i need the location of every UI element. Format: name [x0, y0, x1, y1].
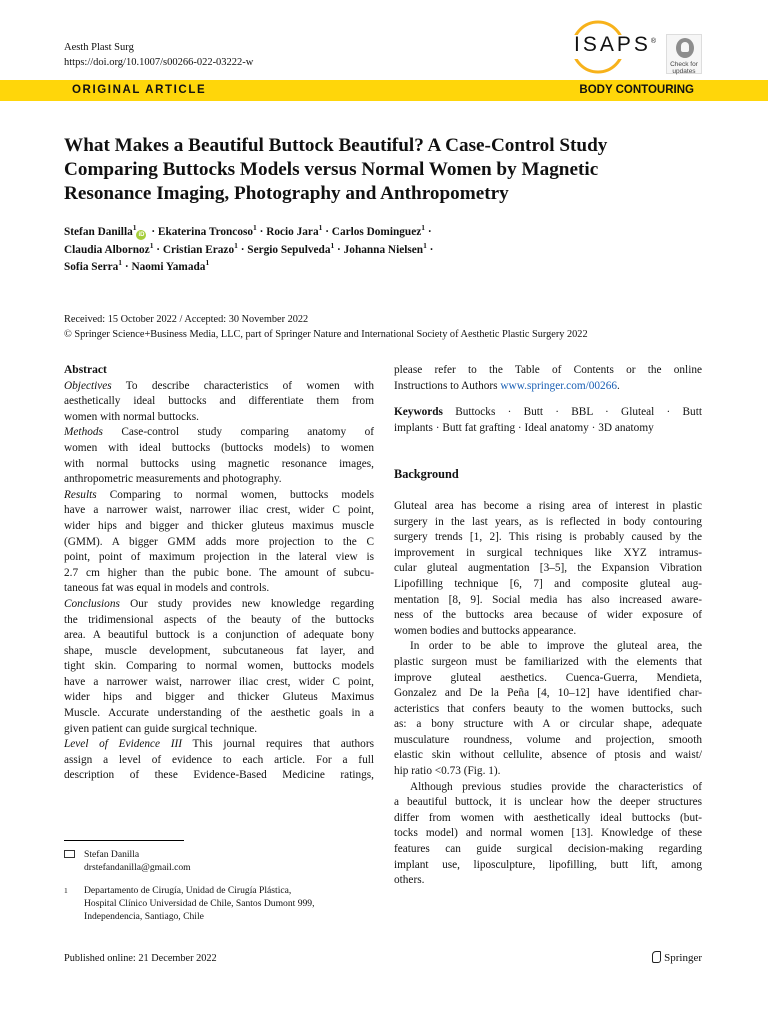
body-line: improve gluteal aesthetics. Cuenca-Guerra, Mendieta, — [394, 671, 702, 684]
body-line: ness of the buttocks area because of wider exposure of — [394, 609, 702, 622]
title-line: What Makes a Beautiful Buttock Beautiful? A Case-Control Study — [64, 135, 608, 156]
author-name[interactable]: Naomi Yamada — [131, 261, 206, 273]
abstract-line: Muscle. Accurate understanding of the aesthetic goals in a — [64, 707, 374, 720]
abstract-line: women with ideal buttocks (buttocks models) to women — [64, 441, 374, 454]
doi-link[interactable]: https://doi.org/10.1007/s00266-022-03222-w — [64, 57, 254, 68]
check-updates-line-2: updates — [672, 68, 696, 75]
received-accepted: Received: 15 October 2022 / Accepted: 30 November 2022 — [64, 314, 309, 325]
author-list — [64, 224, 704, 277]
abstract-line: aesthetically ideal buttocks and differentiate them from — [64, 395, 374, 408]
body-line: cular gluteal augmentation [3–5], the Expansion Vibration — [394, 562, 702, 575]
abstract-line: tight skin. Comparing to normal women, buttocks models — [64, 660, 374, 673]
body-line: women bodies and buttocks appearance. — [394, 624, 577, 637]
article-title — [64, 134, 704, 206]
article-type: ORIGINAL ARTICLE — [72, 84, 207, 96]
body-line: Gonzalez and De la Peña [4, 10–12] have identified char- — [394, 687, 702, 700]
author-name[interactable]: Johanna Nielsen — [343, 243, 424, 256]
journal-name: Aesth Plast Surg — [64, 42, 134, 53]
abstract-line: Conclusions Our study provides new knowledge regarding — [64, 597, 374, 610]
body-line: elastic skin without cellulite, absence of ptosis and waist/ — [394, 749, 702, 762]
body-line: a beautiful buttock, it is unclear how the deeper structures — [394, 796, 702, 809]
body-line: mentation [8, 9]. Social media has also increased aware- — [394, 593, 702, 606]
body-line: features can guide surgical decision-making regarding — [394, 843, 702, 856]
abstract-line: Methods Case-control study comparing anatomy of — [64, 426, 374, 439]
body-line: acteristics that confers beauty to the women buttocks, such — [394, 702, 702, 715]
author-line: Stefan Danilla$^1$iD · Ekaterina Troncoso$^1$ · Rocio Jara$^1$ · Carlos Dominguez$^1$ · — [64, 223, 432, 238]
abstract-column — [64, 363, 374, 784]
affiliation-number: 1 — [64, 886, 68, 895]
abstract-line: women with normal buttocks. — [64, 410, 199, 423]
corresponding-name: Stefan Danilla — [84, 849, 140, 860]
journal-header — [64, 40, 253, 70]
title-line: Resonance Imaging, Photography and Anthropometry — [64, 183, 509, 204]
abstract-continuation: please refer to the Table of Contents or the online — [394, 364, 702, 376]
body-line: as: a bony structure with A or circular shape, adequate — [394, 718, 702, 731]
body-line: differ from women with aesthetically ideal buttocks (but- — [394, 811, 702, 824]
abstract-line: point, point of maximum projection in the lateral view is — [64, 551, 374, 564]
body-line: improvement in surgical techniques like XYZ intramus- — [394, 546, 702, 559]
abstract-line: with normal buttocks using magnetic resonance images, — [64, 457, 374, 470]
keywords: implants · Butt fat grafting · Ideal anatomy · 3D anatomy — [394, 421, 654, 434]
body-line: surgery in the last years, as is reflected in body contouring — [394, 515, 702, 528]
body-line: Although previous studies provide the characteristics of — [410, 780, 702, 793]
abstract-line: taneous fat was equal in models and controls. — [64, 582, 270, 595]
abstract-line: wider hips and bigger and thicker gluteus maximus muscle — [64, 519, 374, 532]
check-for-updates-button[interactable] — [666, 34, 702, 74]
copyright-notice: © Springer Science+Business Media, LLC, part of Springer Nature and International Society of Aesthetic Plastic Surgery 2022 — [64, 329, 588, 340]
affiliation-line: Departamento de Cirugía, Unidad de Cirugía Plástica, — [84, 885, 292, 896]
abstract-line: (GMM). A bigger GMM adds more projection to the C — [64, 535, 374, 548]
abstract-line: have a narrower waist, narrower iliac crest, wider C point, — [64, 675, 374, 688]
isaps-logo: ISAPS® — [574, 33, 657, 56]
footnote-rule — [64, 840, 184, 841]
body-line: tocks model) and normal women [13]. Knowledge of these — [394, 827, 702, 840]
body-line: Gluteal area has become a rising area of interest in plastic — [394, 499, 702, 512]
author-name[interactable]: Sergio Sepulveda — [247, 243, 331, 256]
abstract-continuation: Instructions to Authors www.springer.com/00266. — [394, 379, 620, 392]
affiliation — [64, 884, 315, 924]
affiliation-line: Independencia, Santiago, Chile — [84, 911, 204, 923]
body-line: plastic surgeon must be familiarized with the elements that — [394, 655, 702, 668]
instructions-link[interactable]: www.springer.com/00266 — [500, 379, 618, 392]
check-updates-line-1: Check for — [670, 61, 698, 68]
abstract-line: assign a level of evidence to each article. For a full — [64, 753, 374, 766]
body-line: surgery trends [1, 2]. This rising is probably caused by the — [394, 531, 702, 544]
background-heading: Background — [394, 467, 459, 482]
body-line: In order to be able to improve the gluteal area, the — [410, 640, 702, 653]
keywords: Keywords Buttocks · Butt · BBL · Gluteal · Butt — [394, 406, 702, 419]
article-section: BODY CONTOURING — [579, 84, 694, 96]
body-line: Lipofilling technique [6, 7] and composite gluteal aug- — [394, 577, 702, 590]
author-line: Sofia Serra$^1$ · Naomi Yamada$^1$ — [64, 258, 210, 273]
check-updates-icon — [676, 38, 694, 58]
corresponding-email[interactable]: drstefandanilla@gmail.com — [84, 862, 191, 874]
author-name[interactable]: Rocio Jara — [266, 226, 319, 238]
abstract-line: Results Comparing to normal women, buttocks models — [64, 488, 374, 501]
abstract-line: shape, muscle development, subcutaneous fat layer, and — [64, 644, 374, 657]
abstract-heading: Abstract — [64, 364, 107, 376]
abstract-line: description of these Evidence-Based Medicine ratings, — [64, 769, 374, 782]
author-line: Claudia Albornoz$^1$ · Cristian Erazo$^1$ · Sergio Sepulveda$^1$ · Johanna Nielsen$^1$ · — [64, 240, 434, 256]
title-line: Comparing Buttocks Models versus Normal Women by Magnetic — [64, 159, 599, 180]
author-name[interactable]: Stefan Danilla — [64, 226, 133, 238]
abstract-line: area. A beautiful buttock is a conjunction of adequate bony — [64, 629, 374, 642]
abstract-line: anthropometric measurements and photography. — [64, 473, 282, 486]
article-type-band — [0, 80, 768, 101]
author-name[interactable]: Claudia Albornoz — [64, 243, 150, 256]
springer-logo: Springer — [652, 951, 702, 964]
body-column — [394, 363, 702, 889]
orcid-icon[interactable]: iD — [138, 232, 145, 238]
abstract-line: 2.7 cm higher than the pubic bone. The amount of subcu- — [64, 566, 374, 579]
abstract-line: have a narrower waist, narrower iliac crest, wider C point, — [64, 504, 374, 517]
body-line: musculature roundness, volume and projection, smooth — [394, 733, 702, 746]
abstract-line: given patient can guide surgical technique. — [64, 722, 258, 735]
corresponding-author — [64, 848, 191, 874]
body-line: others. — [394, 874, 425, 887]
abstract-line: Level of Evidence III This journal requires that authors — [64, 738, 374, 751]
abstract-line: the tridimensional aspects of the beauty of the buttocks — [64, 613, 374, 626]
springer-horse-icon — [652, 951, 661, 963]
published-date: Published online: 21 December 2022 — [64, 953, 217, 964]
abstract-line: Objectives To describe characteristics of women with — [64, 379, 374, 392]
affiliation-line: Hospital Clínico Universidad de Chile, Santos Dumont 999, — [84, 898, 315, 910]
author-name[interactable]: Carlos Dominguez — [331, 226, 422, 238]
body-line: implant use, liposculpture, lipofilling, butt lift, among — [394, 858, 702, 871]
author-name[interactable]: Ekaterina Troncoso — [157, 226, 254, 238]
envelope-icon — [64, 850, 75, 858]
abstract-line: wider hips and bigger and thicker Gluteus Maximus — [64, 691, 374, 704]
author-name[interactable]: Cristian Erazo — [162, 243, 235, 256]
article-dates — [64, 312, 588, 342]
author-name[interactable]: Sofia Serra — [64, 261, 119, 273]
body-line: hip ratio <0.73 (Fig. 1). — [394, 765, 501, 778]
